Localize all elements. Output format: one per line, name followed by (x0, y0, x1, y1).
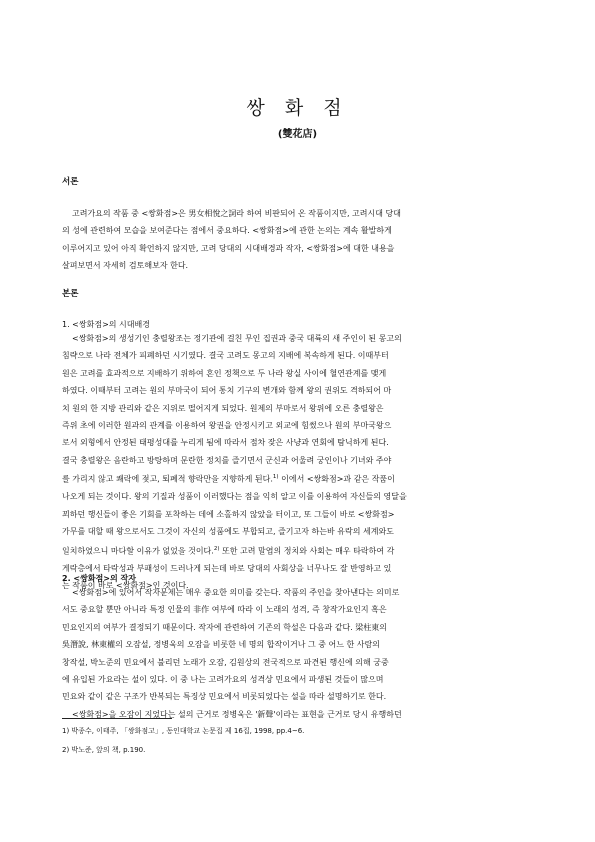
section1-line: 꾀하던 행신들이 좋은 기회를 포착하는 데에 소홀하지 않았을 터이고, 또 그들이 바로 <쌍화점> (62, 509, 395, 519)
section1-line: 가무를 대할 때 왕으로서도 그것이 자신의 성품에도 부합되고, 즐기고자 하는바 유락의 세계와도 (62, 527, 394, 537)
footnote-1: 1) 박종수, 이태주, 「쌍화점고」, 동인대학교 논문집 제 16집, 1998, pp.4~6. (62, 727, 305, 735)
section1-line: <쌍화점>의 생성기인 충렬왕조는 정기관에 걸친 무인 집권과 중국 대륙의 새 주인이 된 몽고의 (72, 334, 402, 343)
section1-line: 결국 충렬왕은 음란하고 방탕하며 문란한 정치를 즐기면서 군신과 어울려 궁인이나 기녀와 주야 (62, 455, 392, 465)
section2-paragraph (62, 584, 532, 723)
footnote-ref-1: 1) (272, 474, 279, 481)
section1-line: 치 원의 한 지방 관리와 같은 지위로 떨어지게 되었다. 원제의 부마로서 왕위에 오른 충렬왕은 (62, 403, 384, 413)
page-title: 쌍 화 점 (246, 97, 349, 119)
section2-line: 에 유입된 가요라는 설이 있다. 이 중 나는 고려가요의 성격상 민요에서 파생된 것들이 많으며 (62, 675, 384, 685)
section1-line-tail: 이에서 <쌍화점>과 같은 작품이 (281, 474, 395, 484)
intro-line: 이루어지고 있어 아직 확언하지 않지만, 고려 당대의 시대배경과 작자, <쌍화점>에 대한 내용을 (62, 243, 395, 253)
body-heading: 본론 (62, 289, 79, 299)
section1-title: 1. <쌍화점>의 시대배경 (62, 320, 150, 329)
section1-line: 게락층에서 타락성과 부패성이 드러나게 되는데 바로 당대의 사회상을 너무나도 잘 반영하고 있 (62, 563, 392, 573)
section1-line (62, 541, 532, 560)
section1-line: 하였다. 이때부터 고려는 원의 부마국이 되어 통치 기구의 변개와 함께 왕의 권위도 격하되어 마 (62, 386, 392, 396)
section2-line: 창작설, 박노준의 민요에서 불리던 노래가 오잠, 김원상의 전국적으로 파견된 행신에 의해 궁중 (62, 657, 389, 667)
section1-line: 침략으로 나라 전체가 피폐하던 시기였다. 결국 고려도 몽고의 지배에 복속하게 된다. 이때부터 (62, 351, 389, 361)
section2-line: 서도 중요할 뿐만 아니라 특정 인물의 非作 여부에 따라 이 노래의 성격, 즉 창작가요인지 혹은 (62, 605, 387, 615)
footnote-divider (62, 718, 172, 719)
section2-title: 2. <쌍화점>의 작자 (62, 574, 136, 583)
section1-line: 원은 고려를 효과적으로 지배하기 위하여 혼인 정책으로 두 나라 왕실 사이에 혈연관계를 맺게 (62, 368, 387, 378)
section2-line: 민요인지의 여부가 결정되기 때문이다. 작자에 관련하여 기존의 학설은 다음과 같다. 梁柱東의 (62, 622, 387, 632)
section2-line: <쌍화점>을 오잠이 지었다는 설의 근거로 정병욱은 '新聲'이라는 표현을 근거로 당시 유행하던 (72, 709, 402, 719)
section1-line: 는 작품이 바로 <쌍화점>인 것이다. (62, 581, 189, 590)
section1-line: 즉위 초에 이러한 원과의 관계를 이용하여 왕권을 안정시키고 외교에 힘썼으나 원의 부마국왕으 (62, 421, 392, 431)
section1-line: 로서 외형에서 안정된 태평성대를 누리게 됨에 따라서 점차 잦은 사냥과 연회에 탐닉하게 된다. (62, 438, 389, 448)
section1-line-text: 일치하였으니 마다할 이유가 없었을 것이다. (62, 546, 214, 556)
intro-line: 고려가요의 작품 중 <쌍화점>은 男女相悅之詞라 하여 비판되어 온 작품이지만, 고려시대 당대 (72, 209, 401, 218)
intro-line: 살펴보면서 자세히 검토해보자 한다. (62, 261, 189, 271)
section1-paragraph (62, 330, 532, 594)
intro-heading: 서론 (62, 177, 79, 187)
section1-line-tail: 또한 고려 말엽의 정치와 사회는 매우 타락하여 각 (222, 546, 395, 556)
section2-line: 민요와 같이 같은 구조가 반복되는 특징상 민요에서 비롯되었다는 설을 따라 설명하기로 한다. (62, 692, 387, 702)
intro-paragraph (62, 205, 532, 275)
section2-line: <쌍화점>에 있어서 작자문제는 매우 중요한 의미를 갖는다. 작품의 주인을 찾아낸다는 의미로 (72, 588, 400, 597)
footnote-ref-2: 2) (213, 545, 220, 552)
section1-line-text: 를 가리지 않고 쾌락에 젖고, 퇴폐적 향락만을 지향하게 된다. (62, 474, 273, 484)
page-subtitle: (雙花店) (277, 129, 318, 140)
intro-line: 의 성에 관련하여 모습을 보여준다는 점에서 중요하다. <쌍화점>에 관한 논의는 계속 활발하게 (62, 226, 392, 236)
section2-line: 吳潛說, 林東權의 오잠설, 정병욱의 오잠을 비롯한 네 명의 합작이거나 그 중 어느 한 사람의 (62, 640, 380, 650)
section1-line (62, 469, 532, 488)
footnote-2: 2) 박노준, 앞의 책, p.190. (62, 746, 146, 754)
section1-line: 나오게 되는 것이다. 왕의 기질과 성품이 이러했다는 점을 익히 알고 이를 이용하여 자신들의 영달을 (62, 492, 407, 502)
